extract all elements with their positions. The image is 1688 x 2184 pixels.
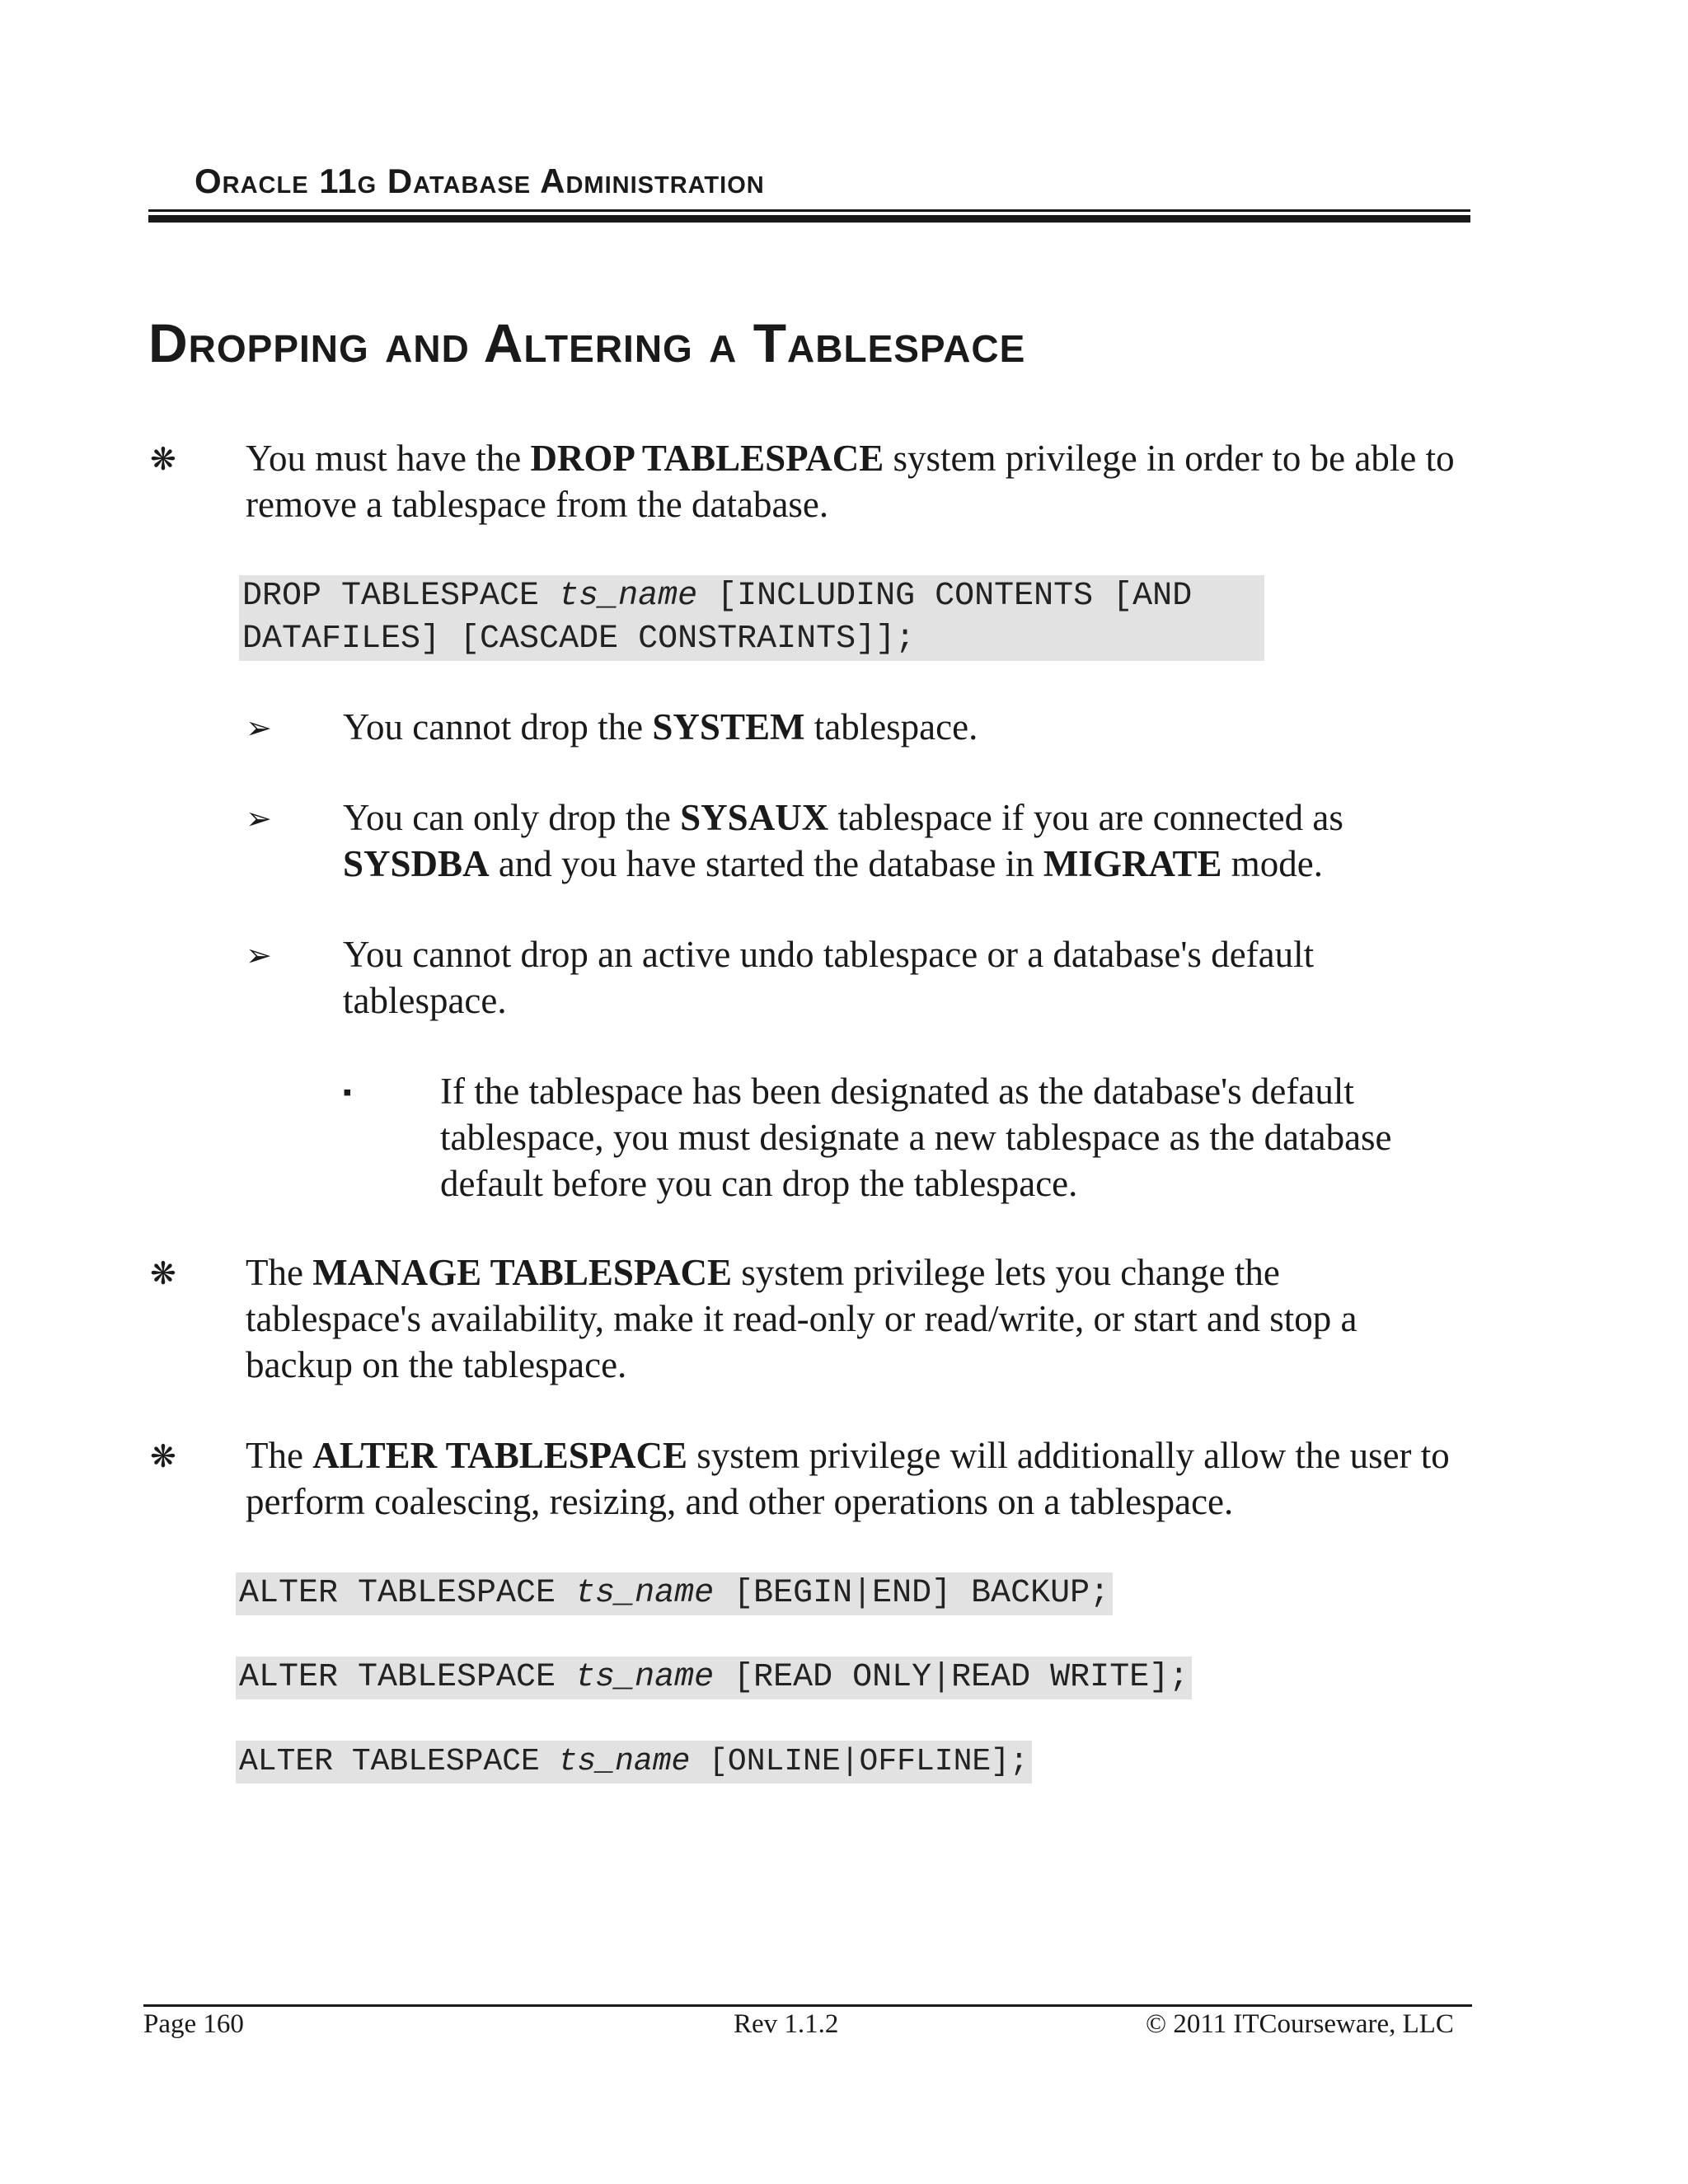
code-placeholder: ts_name <box>575 1575 715 1612</box>
footer-copyright: © 2011 ITCourseware, LLC <box>1146 2009 1454 2039</box>
sub-bullet-arrow-icon: ➢ <box>246 802 272 837</box>
main-bullet-icon: ❋ <box>150 443 176 477</box>
header-rule-thick <box>148 215 1470 223</box>
code-block-alter-read-mode <box>236 1657 1192 1699</box>
footer-rule <box>143 2004 1472 2007</box>
square-bullet-icon: ▪ <box>343 1079 352 1106</box>
code-text: [INCLUDING CONTENTS [AND <box>697 578 1193 615</box>
code-text: ALTER TABLESPACE <box>239 1575 576 1612</box>
text-run: and you have started the database in <box>489 843 1043 884</box>
code-block-drop-tablespace <box>239 575 1264 661</box>
sub-bullet-arrow-icon: ➢ <box>246 939 272 973</box>
text-run: You can only drop the <box>343 797 681 838</box>
paragraph-drop-privilege <box>246 435 1465 527</box>
paragraph-undo-tablespace: You cannot drop an active undo tablespace or a database's default tablespace. <box>343 934 1315 1021</box>
text-run: You cannot drop the <box>343 706 653 748</box>
code-placeholder: ts_name <box>558 1744 691 1779</box>
paragraph-system-tablespace <box>343 704 1464 750</box>
code-text: ALTER TABLESPACE <box>239 1659 576 1696</box>
code-text: [ONLINE|OFFLINE]; <box>690 1744 1029 1779</box>
code-text: DROP TABLESPACE <box>242 578 560 615</box>
paragraph-alter-tablespace <box>246 1432 1477 1525</box>
paragraph-manage-tablespace <box>246 1249 1416 1388</box>
keyword-drop-tablespace: DROP TABLESPACE <box>530 438 884 479</box>
keyword-system: SYSTEM <box>652 706 805 748</box>
text-run: tablespace. <box>804 706 978 748</box>
text-run: system privilege in order to be able to remove a tablespace from the database. <box>246 438 1455 525</box>
code-text: DATAFILES] [CASCADE CONSTRAINTS]]; <box>242 621 916 658</box>
code-text: ALTER TABLESPACE <box>239 1744 559 1779</box>
sub-bullet-arrow-icon: ➢ <box>246 711 272 746</box>
keyword-manage-tablespace: MANAGE TABLESPACE <box>312 1252 733 1293</box>
keyword-alter-tablespace: ALTER TABLESPACE <box>312 1435 687 1476</box>
code-block-alter-backup <box>236 1572 1113 1615</box>
text-run: system privilege will additionally allow the user to perform coalescing, resizing, and other operations on a tablespace. <box>246 1435 1450 1522</box>
running-header: Oracle 11g Database Administration <box>195 162 765 200</box>
text-run: tablespace if you are connected as <box>828 797 1343 838</box>
text-run: system privilege lets you change the tablespace's availability, make it read-only or read/write, or start and stop a backup on the tablespace. <box>246 1252 1357 1385</box>
paragraph-sysaux-tablespace <box>343 794 1414 887</box>
keyword-sysaux: SYSAUX <box>680 797 829 838</box>
text-run: The <box>246 1435 313 1476</box>
main-bullet-icon: ❋ <box>150 1257 176 1291</box>
header-rule-thin <box>148 209 1470 212</box>
text-run: The <box>246 1252 313 1293</box>
code-placeholder: ts_name <box>575 1659 715 1696</box>
text-run: mode. <box>1221 843 1323 884</box>
main-bullet-icon: ❋ <box>150 1440 176 1474</box>
code-block-alter-online <box>236 1741 1032 1783</box>
paragraph-default-tablespace: If the tablespace has been designated as the database's default tablespace, you must designate a new tablespace as the database default before you can drop the tablespace. <box>440 1071 1392 1204</box>
keyword-sysdba: SYSDBA <box>343 843 490 884</box>
section-title: Dropping and Altering a Tablespace <box>148 312 1026 373</box>
text-run: You must have the <box>246 438 531 479</box>
footer-revision: Rev 1.1.2 <box>734 2009 839 2039</box>
code-text: [READ ONLY|READ WRITE]; <box>714 1659 1189 1696</box>
code-text: [BEGIN|END] BACKUP; <box>714 1575 1110 1612</box>
code-placeholder: ts_name <box>559 578 698 615</box>
footer-page-number: Page 160 <box>143 2009 244 2039</box>
keyword-migrate: MIGRATE <box>1043 843 1222 884</box>
